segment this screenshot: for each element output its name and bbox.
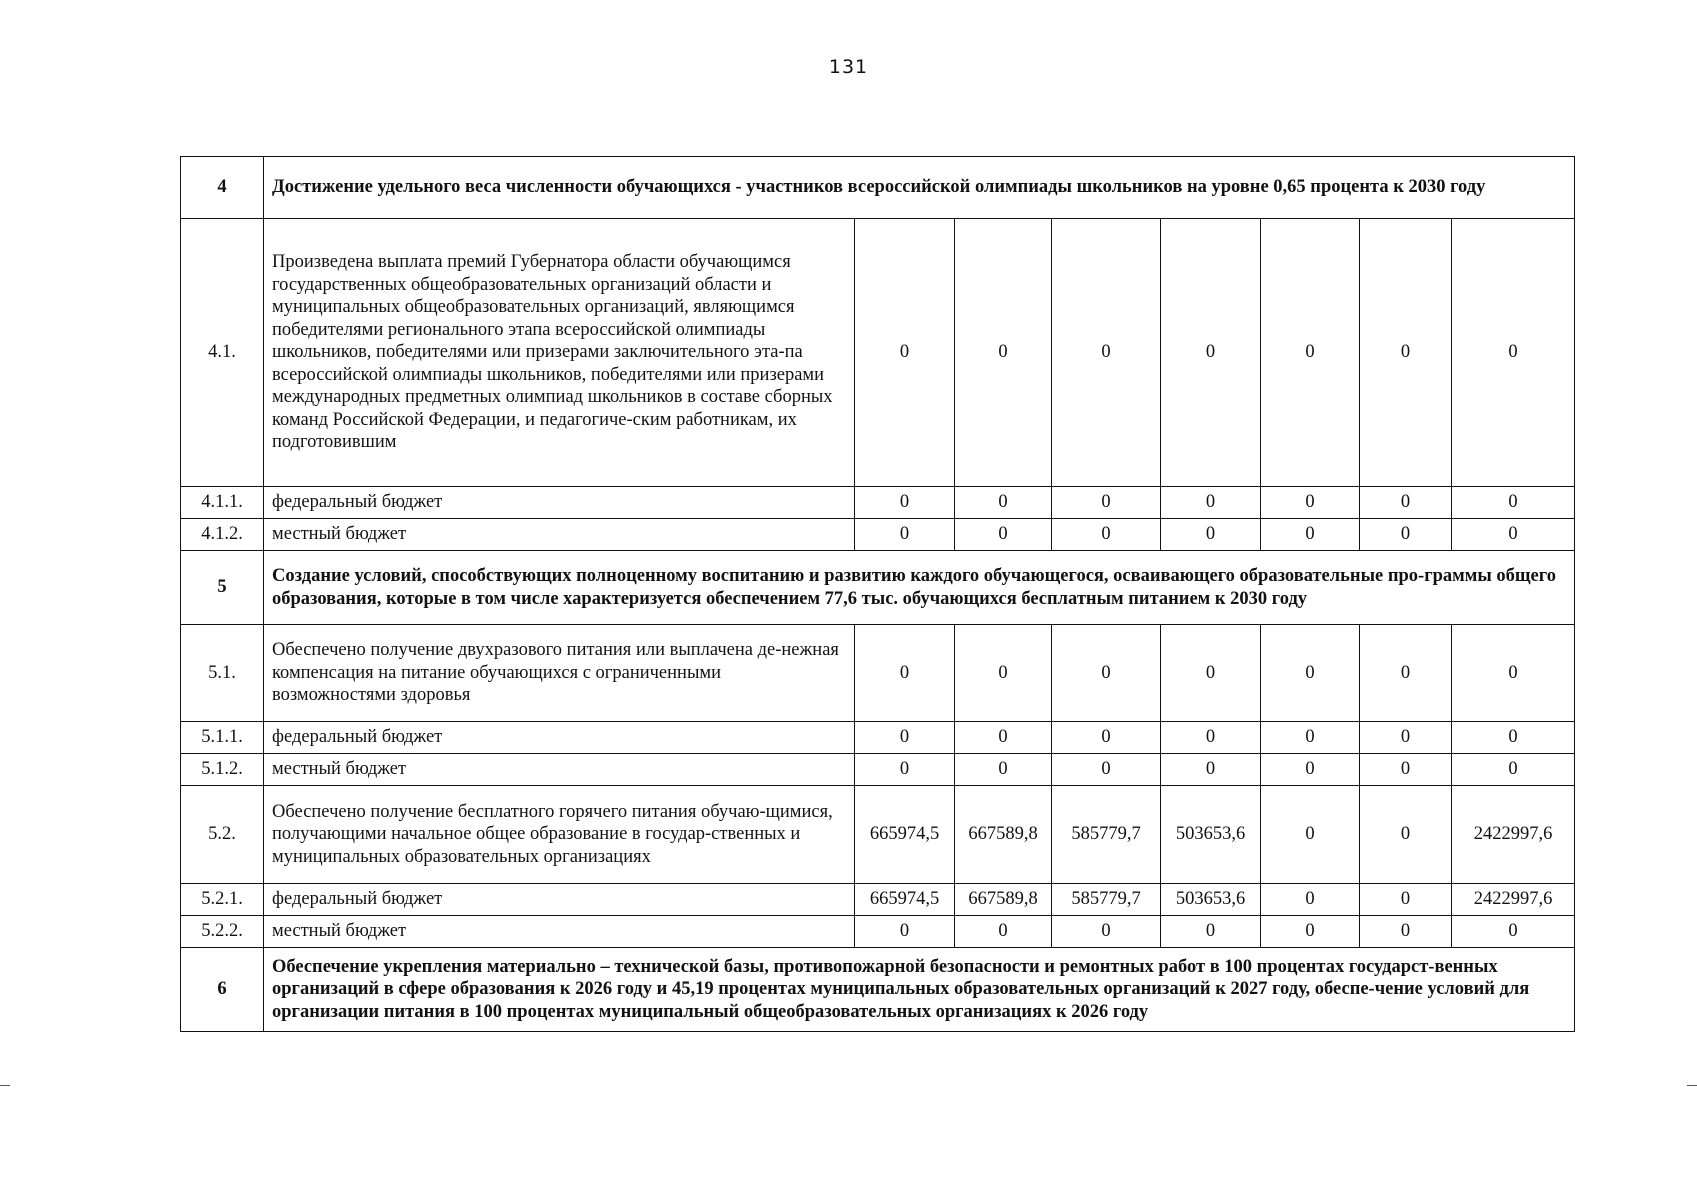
row-description: федеральный бюджет [264,487,855,519]
value-cell: 0 [1261,916,1360,948]
page-number: 131 [828,56,869,78]
total-cell: 0 [1452,754,1575,786]
value-cell: 0 [1360,884,1452,916]
value-cell: 0 [955,625,1052,722]
table-row [181,219,1575,487]
value-cell: 667589,8 [955,786,1052,884]
total-cell: 0 [1452,916,1575,948]
total-cell: 2422997,6 [1452,884,1575,916]
table-row [181,884,1575,916]
row-description: Обеспечено получение двухразового питания или выплачена де-нежная компенсация на питание обучающихся с ограниченными возможностями здоровья [264,625,855,722]
value-cell: 0 [1161,625,1261,722]
value-cell: 0 [1360,625,1452,722]
value-cell: 0 [1360,754,1452,786]
value-cell: 0 [1261,519,1360,551]
value-cell: 0 [1052,916,1161,948]
total-cell: 0 [1452,219,1575,487]
value-cell: 665974,5 [855,884,955,916]
value-cell: 585779,7 [1052,786,1161,884]
row-number: 5.2.1. [181,884,264,916]
row-number: 4.1. [181,219,264,487]
budget-table [180,156,1575,1032]
value-cell: 0 [1261,625,1360,722]
total-cell: 2422997,6 [1452,786,1575,884]
value-cell: 0 [855,487,955,519]
value-cell: 0 [1261,487,1360,519]
value-cell: 0 [1261,754,1360,786]
value-cell: 0 [1052,754,1161,786]
row-number: 4.1.1. [181,487,264,519]
scan-edge-mark-right [1687,1085,1697,1086]
value-cell: 0 [1360,519,1452,551]
row-number: 5.2. [181,786,264,884]
value-cell: 0 [1052,219,1161,487]
value-cell: 0 [855,519,955,551]
value-cell: 503653,6 [1161,786,1261,884]
row-description: федеральный бюджет [264,722,855,754]
table-row [181,519,1575,551]
value-cell: 0 [955,487,1052,519]
value-cell: 665974,5 [855,786,955,884]
value-cell: 0 [1052,625,1161,722]
value-cell: 0 [1161,219,1261,487]
value-cell: 0 [855,625,955,722]
total-cell: 0 [1452,722,1575,754]
table-row [181,625,1575,722]
section-title: Создание условий, способствующих полноценному воспитанию и развитию каждого обучающегося, осваивающего образовательные про-граммы общего образования, которые в том числе характеризуется обеспечением 77,6 тыс. обучающихся бесплатным питанием к 2030 году [264,551,1575,625]
value-cell: 0 [1360,722,1452,754]
row-description: местный бюджет [264,754,855,786]
table-row [181,487,1575,519]
value-cell: 667589,8 [955,884,1052,916]
value-cell: 0 [1261,786,1360,884]
value-cell: 0 [1052,519,1161,551]
row-number: 5.1.1. [181,722,264,754]
row-number: 5.1.2. [181,754,264,786]
value-cell: 0 [855,754,955,786]
value-cell: 0 [955,722,1052,754]
scan-edge-mark-left [0,1085,10,1086]
row-number: 4.1.2. [181,519,264,551]
row-description: федеральный бюджет [264,884,855,916]
table-row [181,786,1575,884]
value-cell: 0 [1161,754,1261,786]
value-cell: 0 [855,916,955,948]
value-cell: 0 [855,219,955,487]
value-cell: 0 [855,722,955,754]
value-cell: 0 [1161,519,1261,551]
row-description: местный бюджет [264,519,855,551]
row-description: Обеспечено получение бесплатного горячего питания обучаю-щимися, получающими начальное общее образование в государ-ственных и муниципальных образовательных организациях [264,786,855,884]
value-cell: 0 [1261,884,1360,916]
value-cell: 0 [1261,722,1360,754]
table-row [181,722,1575,754]
value-cell: 0 [1261,219,1360,487]
value-cell: 0 [955,916,1052,948]
section-row-6 [181,948,1575,1032]
section-title: Обеспечение укрепления материально – технической базы, противопожарной безопасности и ремонтных работ в 100 процентах государст-венных организаций в сфере образования к 2026 году и 45,19 процентах муниципальных образовательных организаций к 2027 году, обеспе-чение условий для организации питания в 100 процентах муниципальный общеобразовательных организациях к 2026 году [264,948,1575,1032]
value-cell: 0 [1161,722,1261,754]
section-number: 4 [181,157,264,219]
value-cell: 585779,7 [1052,884,1161,916]
value-cell: 0 [955,219,1052,487]
section-title: Достижение удельного веса численности обучающихся - участников всероссийской олимпиады школьников на уровне 0,65 процента к 2030 году [264,157,1575,219]
row-number: 5.2.2. [181,916,264,948]
value-cell: 0 [1161,916,1261,948]
value-cell: 0 [1360,219,1452,487]
section-row-4 [181,157,1575,219]
total-cell: 0 [1452,625,1575,722]
row-description: местный бюджет [264,916,855,948]
section-number: 6 [181,948,264,1032]
table-row [181,754,1575,786]
value-cell: 0 [1360,916,1452,948]
value-cell: 0 [1052,487,1161,519]
row-description: Произведена выплата премий Губернатора области обучающимся государственных общеобразовательных организаций области и муниципальных общеобразовательных организаций, являющимся победителями регионального этапа всероссийской олимпиады школьников, победителями или призерами заключительного эта-па всероссийской олимпиады школьников, победителями или призерами международных предметных олимпиад школьников в составе сборных команд Российской Федерации, и педагогиче-ским работникам, их подготовившим [264,219,855,487]
value-cell: 0 [1052,722,1161,754]
value-cell: 0 [1161,487,1261,519]
row-number: 5.1. [181,625,264,722]
total-cell: 0 [1452,519,1575,551]
value-cell: 503653,6 [1161,884,1261,916]
value-cell: 0 [955,754,1052,786]
section-number: 5 [181,551,264,625]
value-cell: 0 [1360,786,1452,884]
value-cell: 0 [955,519,1052,551]
total-cell: 0 [1452,487,1575,519]
section-row-5 [181,551,1575,625]
value-cell: 0 [1360,487,1452,519]
table-row [181,916,1575,948]
